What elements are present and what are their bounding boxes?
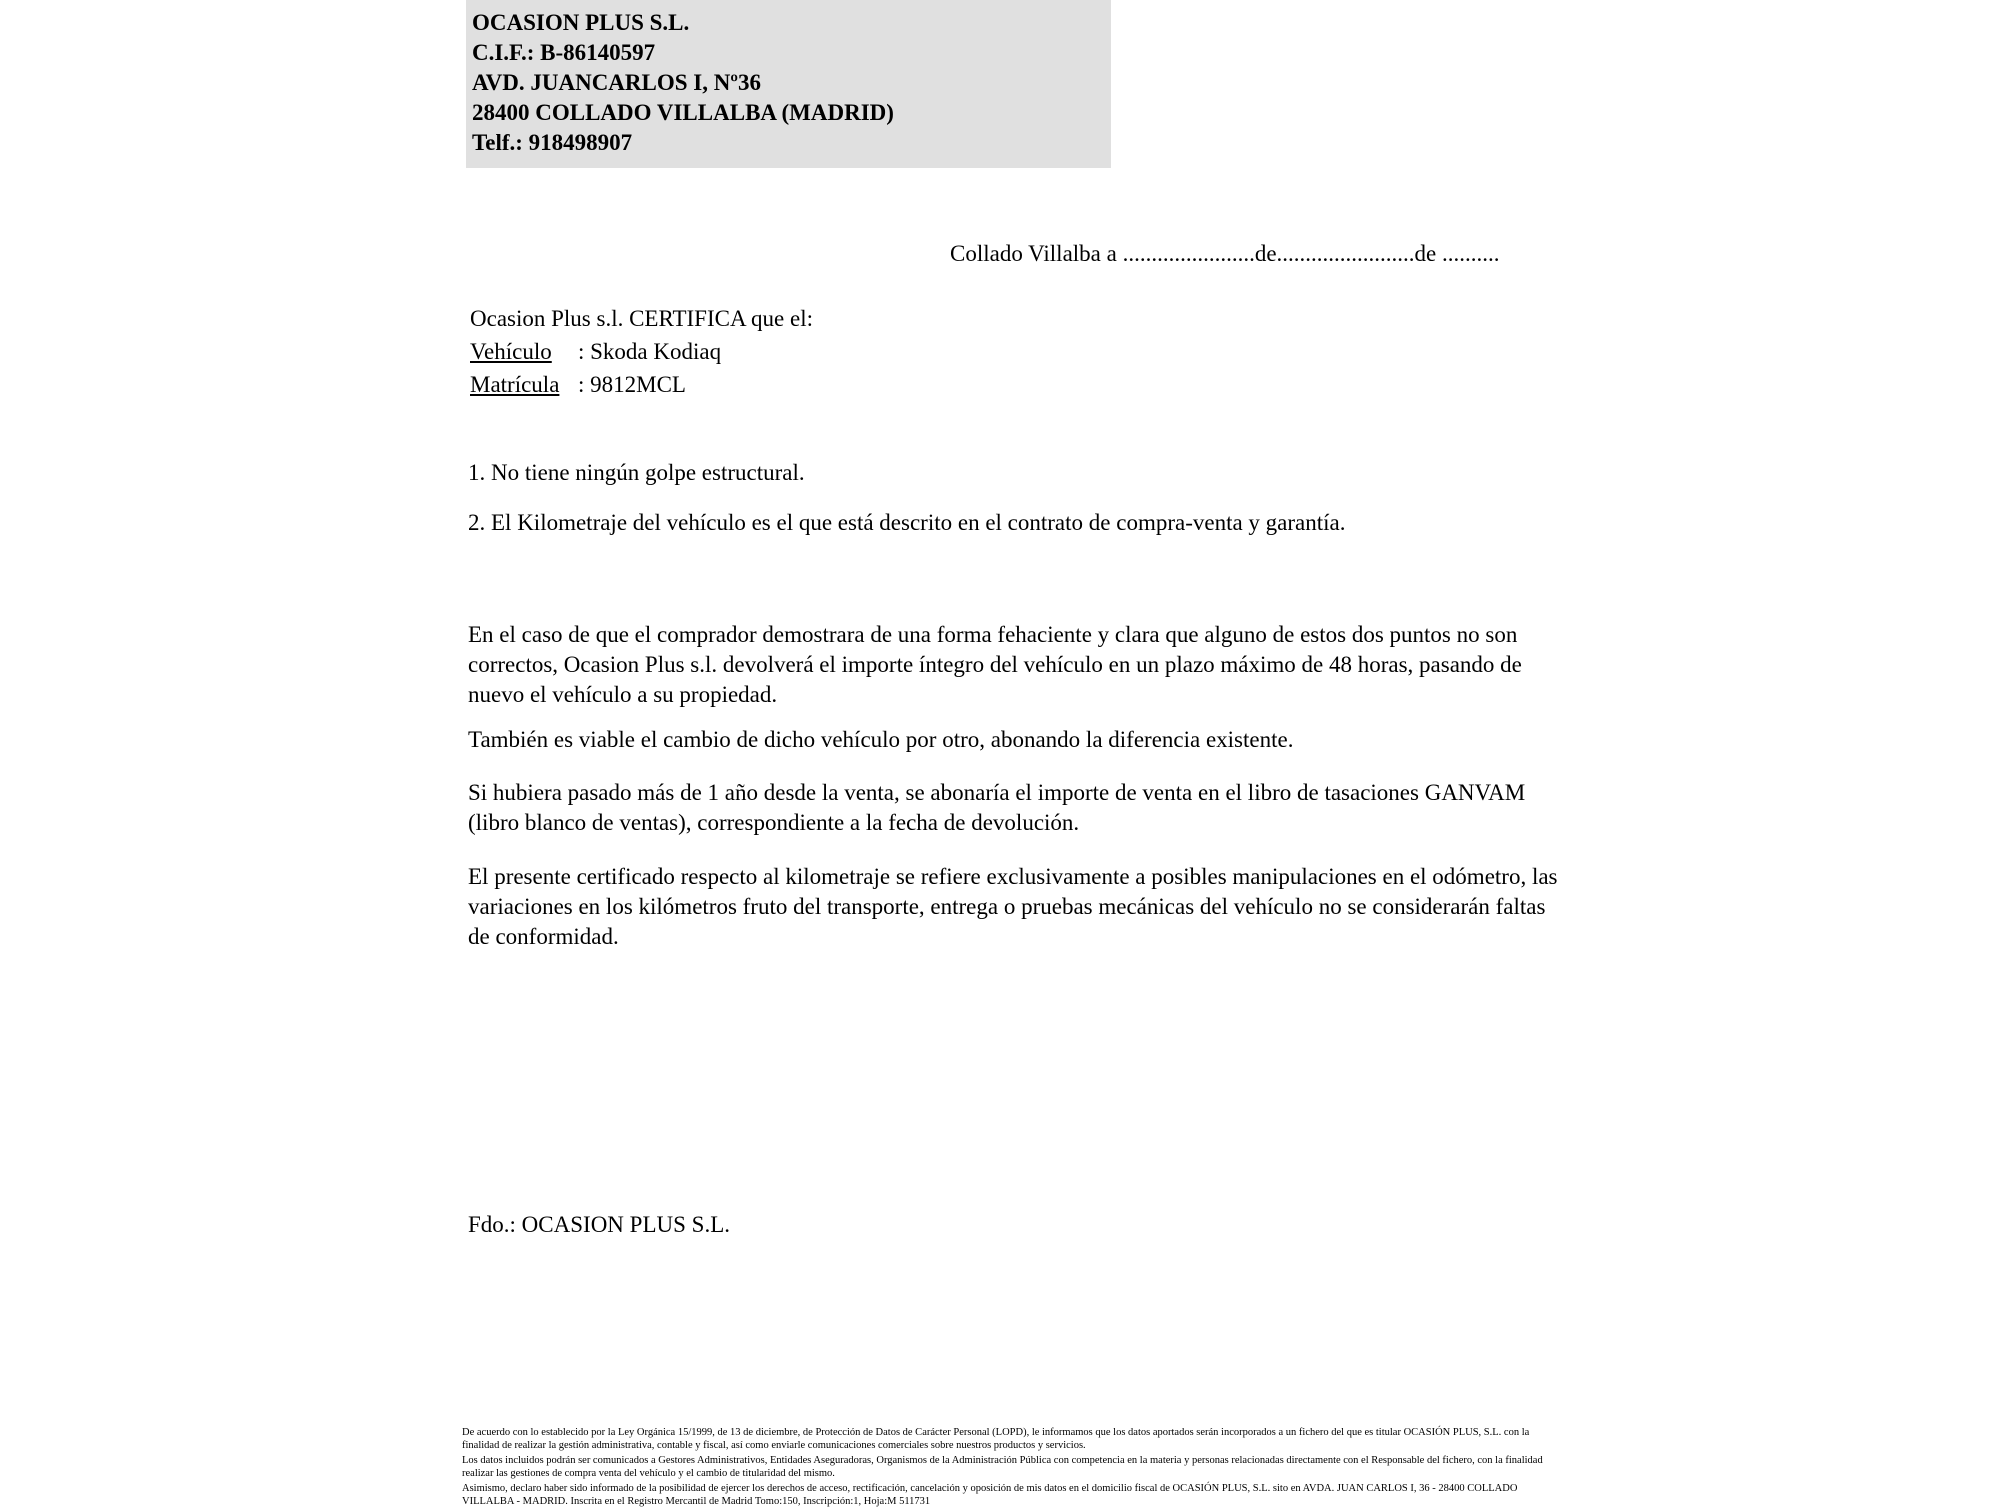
plate-label: Matrícula [470, 372, 560, 397]
company-street: AVD. JUANCARLOS I, Nº36 [472, 70, 761, 95]
certification-intro: Ocasion Plus s.l. CERTIFICA que el: [470, 306, 813, 331]
paragraph-exchange: También es viable el cambio de dicho vehículo por otro, abonando la diferencia existente. [468, 727, 1294, 752]
signature-line: Fdo.: OCASION PLUS S.L. [468, 1212, 730, 1237]
point-1: 1. No tiene ningún golpe estructural. [468, 460, 805, 485]
company-name: OCASION PLUS S.L. [472, 10, 690, 35]
company-letterhead [466, 0, 1111, 168]
paragraph-ganvam: Si hubiera pasado más de 1 año desde la venta, se abonaría el importe de venta en el libro de tasaciones GANVAM (libro blanco de ventas), correspondiente a la fecha de devolución. [468, 780, 1526, 835]
plate-row [470, 368, 813, 401]
legal-paragraph-3: Asimismo, declaro haber sido informado de la posibilidad de ejercer los derechos de acceso, rectificación, cancelación y oposición de mis datos en el domicilio fiscal de OCASIÓN PLUS, S.L. sito en AVDA. JUAN CARLOS I, 36 - 28400 COLLADO VILLALBA - MADRID. Inscrita en el Registro Mercantil de Madrid Tomo:150, Inscripción:1, Hoja:M 511731 [462, 1483, 1518, 1507]
company-cif: C.I.F.: B-86140597 [472, 40, 656, 65]
plate-value: : 9812MCL [578, 372, 686, 397]
certification-block [470, 302, 813, 401]
legal-footer [462, 1427, 1552, 1509]
paragraph-odometer: El presente certificado respecto al kilometraje se refiere exclusivamente a posibles manipulaciones en el odómetro, las variaciones en los kilómetros fruto del transporte, entrega o pruebas mecánicas del vehículo no se considerarán faltas de conformidad. [468, 864, 1558, 949]
vehicle-value: : Skoda Kodiaq [578, 339, 722, 364]
vehicle-label: Vehículo [470, 339, 552, 364]
paragraph-refund: En el caso de que el comprador demostrara de una forma fehaciente y clara que alguno de estos dos puntos no son correctos, Ocasion Plus s.l. devolverá el importe íntegro del vehículo en un plazo máximo de 48 horas, pasando de nuevo el vehículo a su propiedad. [468, 622, 1522, 707]
legal-paragraph-2: Los datos incluidos podrán ser comunicados a Gestores Administrativos, Entidades Aseguradoras, Organismos de la Administración Pública con competencia en la materia y personas relacionadas directamente con el Responsable del fichero, con la finalidad realizar las gestiones de compra venta del vehículo y el cambio de titularidad del mismo. [462, 1455, 1543, 1479]
date-line: Collado Villalba a .......................de........................de .......... [950, 241, 1500, 266]
legal-paragraph-1: De acuerdo con lo establecido por la Ley Orgánica 15/1999, de 13 de diciembre, de Protección de Datos de Carácter Personal (LOPD), le informamos que los datos aportados serán incorporados a un fichero del que es titular OCASIÓN PLUS, S.L. con la finalidad de realizar la gestión administrativa, contable y fiscal, así como enviarle comunicaciones comerciales sobre nuestros productos y servicios. [462, 1427, 1530, 1451]
company-phone: Telf.: 918498907 [472, 130, 633, 155]
point-2: 2. El Kilometraje del vehículo es el que está descrito en el contrato de compra-venta y garantía. [468, 510, 1346, 535]
vehicle-row [470, 335, 813, 368]
company-city: 28400 COLLADO VILLALBA (MADRID) [472, 100, 894, 125]
